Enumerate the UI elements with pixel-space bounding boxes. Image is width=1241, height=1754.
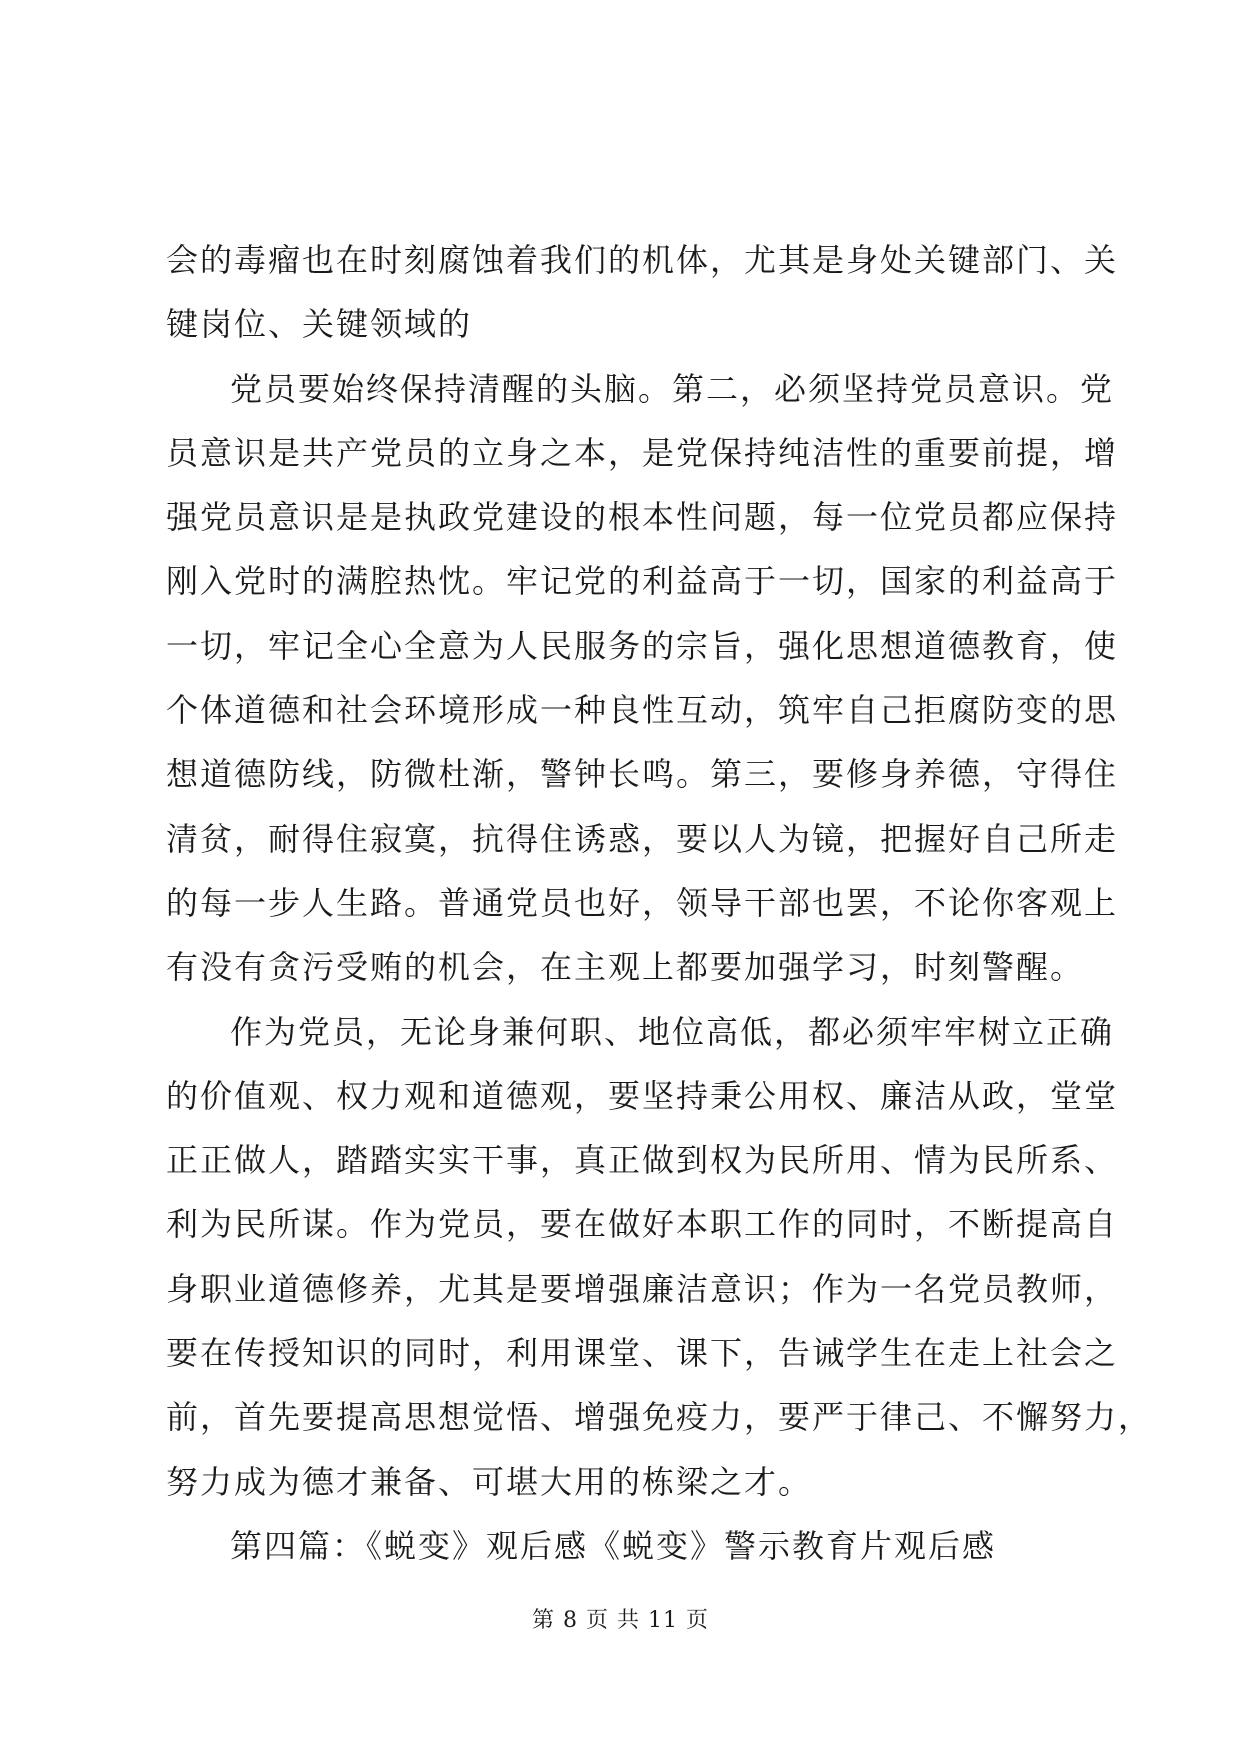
text-line: 努力成为德才兼备、可堪大用的栋梁之才。 — [166, 1462, 813, 1501]
text-line: 利为民所谋。作为党员，要在做好本职工作的同时，不断提高自 — [166, 1205, 1119, 1244]
text-line: 想道德防线，防微杜渐，警钟长鸣。第三，要修身养德，守得住 — [166, 755, 1119, 794]
text-line: 正正做人，踏踏实实干事，真正做到权为民所用、情为民所系、 — [166, 1141, 1119, 1180]
text-line: 要在传授知识的同时，利用课堂、课下，告诫学生在走上社会之 — [166, 1334, 1119, 1373]
text-line: 一切，牢记全心全意为人民服务的宗旨，强化思想道德教育，使 — [166, 626, 1119, 665]
page-number-footer: 第 8 页 共 11 页 — [532, 1608, 709, 1633]
text-line: 前，首先要提高思想觉悟、增强免疫力，要严于律己、不懈努力， — [166, 1398, 1153, 1437]
text-line: 身职业道德修养，尤其是要增强廉洁意识；作为一名党员教师， — [166, 1269, 1119, 1308]
body-text — [166, 228, 1153, 1578]
text-line: 员意识是共产党员的立身之本，是党保持纯洁性的重要前提，增 — [166, 433, 1119, 472]
text-line: 强党员意识是是执政党建设的根本性问题，每一位党员都应保持 — [166, 498, 1119, 537]
text-line: 有没有贪污受贿的机会，在主观上都要加强学习，时刻警醒。 — [166, 948, 1085, 987]
text-line: 的价值观、权力观和道德观，要坚持秉公用权、廉洁从政，堂堂 — [166, 1076, 1119, 1115]
text-line: 作为党员，无论身兼何职、地位高低，都必须牢牢树立正确 — [230, 1012, 1115, 1051]
text-line: 键岗位、关键领域的 — [166, 305, 473, 344]
text-line: 会的毒瘤也在时刻腐蚀着我们的机体，尤其是身处关键部门、关 — [166, 241, 1119, 279]
text-line: 个体道德和社会环境形成一种良性互动，筑牢自己拒腐防变的思 — [166, 691, 1119, 730]
section-heading: 第四篇：《蜕变》观后感《蜕变》警示教育片观后感 — [230, 1526, 997, 1565]
text-line: 的每一步人生路。普通党员也好，领导干部也罢，不论你客观上 — [166, 883, 1119, 922]
text-line: 清贫，耐得住寂寞，抗得住诱惑，要以人为镜，把握好自己所走 — [166, 819, 1119, 858]
text-line: 刚入党时的满腔热忱。牢记党的利益高于一切，国家的利益高于 — [166, 562, 1119, 601]
text-line: 党员要始终保持清醒的头脑。第二，必须坚持党员意识。党 — [230, 369, 1115, 408]
